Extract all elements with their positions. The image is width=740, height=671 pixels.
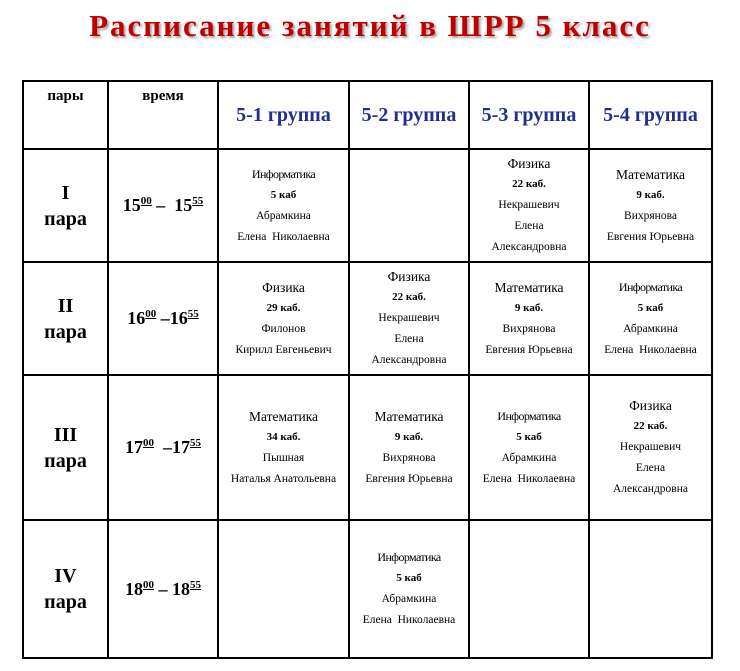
lesson-cell: [349, 262, 469, 375]
header-row: [23, 81, 712, 149]
start-minutes: 00: [143, 578, 154, 591]
start-hour: 17: [125, 437, 143, 457]
teacher-first-name: Кирилл Евгеньевич: [235, 343, 332, 356]
room-number: 5 каб: [270, 188, 297, 201]
table-row: [23, 520, 712, 658]
teacher-first-name: Евгения Юрьевна: [485, 343, 573, 356]
room-number: 34 каб.: [266, 430, 301, 443]
teacher-last-name: Некрашевич: [378, 312, 440, 324]
teacher-last-name: Вихрянова: [624, 209, 677, 222]
start-hour: 18: [125, 578, 143, 599]
page-title: Расписание занятий в ШРР 5 класс: [89, 8, 651, 43]
room-number: 9 каб.: [636, 188, 665, 201]
lesson-cell: [218, 375, 349, 520]
end-hour: 17: [172, 437, 190, 457]
time-separator: –: [154, 437, 172, 457]
header-group-5-3: 5-3 группа: [469, 81, 589, 149]
subject: Физика: [629, 398, 672, 413]
schedule-table: [22, 80, 713, 659]
end-hour: 16: [169, 308, 188, 328]
pair-label: пара: [44, 320, 87, 343]
pair-cell: [23, 149, 108, 262]
subject: Математика: [615, 166, 686, 182]
lesson-cell: [218, 149, 349, 262]
lesson-cell: [589, 520, 712, 658]
lesson-cell: [469, 375, 589, 520]
teacher-last-name: Пышная: [262, 451, 305, 464]
lesson-cell: [218, 520, 349, 658]
time-cell: [108, 262, 218, 375]
room-number: 22 каб.: [392, 291, 426, 303]
subject: Физика: [507, 156, 551, 171]
header-group-5-2: 5-2 группа: [349, 81, 469, 149]
lesson-cell: [218, 262, 349, 375]
pair-number: II: [57, 294, 74, 317]
pair-cell: [23, 262, 108, 375]
start-hour: 16: [127, 308, 146, 328]
teacher-first-name: Елена Николаевна: [237, 230, 330, 243]
header-group-5-4: 5-4 группа: [589, 81, 712, 149]
header-time: время: [108, 81, 218, 149]
teacher-first-name: Евгения Юрьевна: [606, 230, 695, 243]
subject: Информатика: [251, 166, 316, 181]
start-minutes: 00: [143, 437, 154, 449]
pair-label: пара: [44, 207, 87, 230]
subject: Физика: [387, 269, 431, 284]
end-hour: 18: [172, 578, 190, 599]
lesson-cell: [349, 149, 469, 262]
lesson-cell: [469, 520, 589, 658]
start-minutes: 00: [140, 195, 152, 207]
pair-number: I: [61, 181, 70, 204]
room-number: 22 каб.: [633, 420, 668, 432]
lesson-cell: [589, 262, 712, 375]
pair-label: пара: [44, 449, 87, 472]
teacher-patronymic: Александровна: [491, 241, 567, 253]
header-group-5-1: 5-1 группа: [218, 81, 349, 149]
subject: Математика: [248, 408, 319, 424]
time-separator: –: [156, 308, 170, 328]
teacher-first-name: Наталья Анатольевна: [230, 472, 337, 485]
end-minutes: 55: [187, 308, 199, 320]
time-cell: [108, 520, 218, 658]
teacher-last-name: Абрамкина: [381, 593, 437, 605]
teacher-last-name: Абрамкина: [501, 451, 557, 464]
teacher-first-name: Елена: [635, 462, 666, 474]
teacher-first-name: Евгения Юрьевна: [365, 472, 453, 485]
end-minutes: 55: [192, 195, 204, 207]
lesson-cell: [349, 520, 469, 658]
pair-cell: [23, 375, 108, 520]
teacher-patronymic: Александровна: [371, 354, 447, 366]
table-row: [23, 149, 712, 262]
teacher-last-name: Абрамкина: [256, 209, 311, 222]
teacher-first-name: Елена: [514, 220, 544, 232]
teacher-first-name: Елена Николаевна: [482, 472, 576, 485]
teacher-first-name: Елена: [394, 333, 424, 345]
subject: Математика: [374, 408, 444, 424]
subject: Информатика: [497, 408, 561, 423]
room-number: 22 каб.: [512, 178, 546, 190]
room-number: 9 каб.: [394, 430, 424, 443]
room-number: 29 каб.: [266, 301, 301, 314]
time-separator: –: [154, 578, 172, 599]
teacher-last-name: Вихрянова: [382, 451, 436, 464]
start-minutes: 00: [145, 308, 157, 320]
room-number: 9 каб.: [514, 301, 544, 314]
lesson-cell: [589, 149, 712, 262]
lesson-cell: [469, 149, 589, 262]
time-cell: [108, 149, 218, 262]
teacher-last-name: Некрашевич: [619, 441, 682, 453]
room-number: 5 каб: [516, 430, 542, 443]
table-row: [23, 375, 712, 520]
lesson-cell: [589, 375, 712, 520]
subject: Математика: [494, 279, 564, 295]
pair-cell: [23, 520, 108, 658]
pair-label: пара: [44, 591, 87, 613]
table-row: [23, 262, 712, 375]
end-minutes: 55: [190, 578, 201, 591]
time-cell: [108, 375, 218, 520]
teacher-last-name: Некрашевич: [498, 199, 560, 211]
room-number: 5 каб: [396, 572, 422, 584]
end-hour: 15: [174, 195, 193, 215]
teacher-last-name: Вихрянова: [502, 322, 556, 335]
subject: Информатика: [618, 279, 683, 294]
subject: Физика: [262, 279, 305, 295]
pair-number: IV: [54, 565, 77, 587]
teacher-patronymic: Александровна: [613, 483, 688, 495]
start-hour: 15: [122, 195, 141, 215]
pair-number: III: [53, 423, 78, 446]
room-number: 5 каб: [637, 301, 664, 314]
teacher-last-name: Филонов: [261, 322, 306, 335]
teacher-first-name: Елена Николаевна: [604, 343, 697, 356]
end-minutes: 55: [190, 437, 201, 449]
teacher-first-name: Елена Николаевна: [362, 614, 456, 626]
header-pairs: пары: [23, 81, 108, 149]
lesson-cell: [469, 262, 589, 375]
lesson-cell: [349, 375, 469, 520]
time-separator: –: [151, 195, 175, 215]
subject: Информатика: [377, 550, 441, 564]
teacher-last-name: Абрамкина: [623, 322, 678, 335]
